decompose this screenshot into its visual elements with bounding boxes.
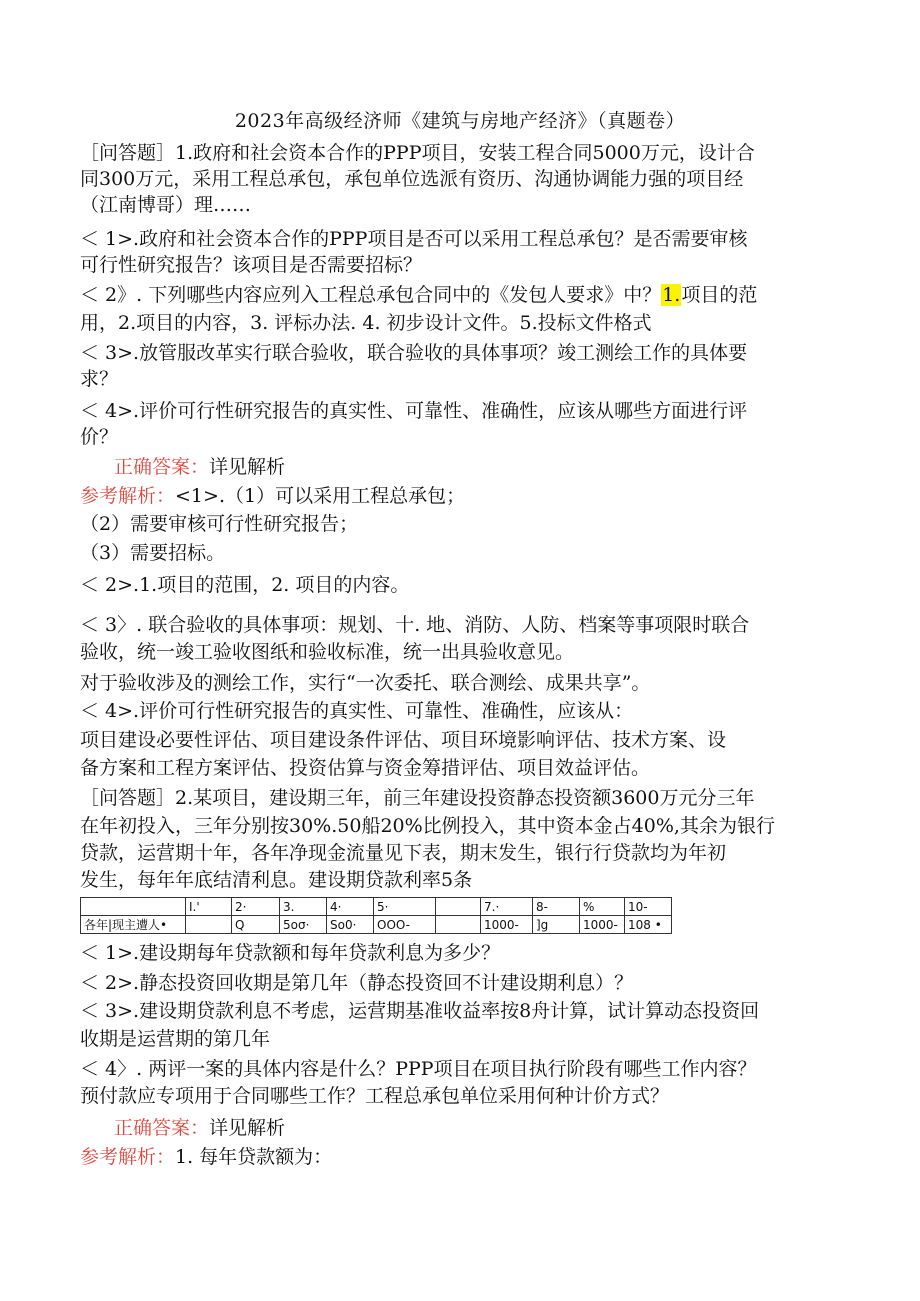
table-cell [436, 898, 481, 916]
table-cell: 2· [232, 898, 280, 916]
table-row [81, 898, 672, 916]
q1-sub2-line-1 [80, 282, 850, 308]
q2-answer [114, 1115, 884, 1141]
table-cell: Q [232, 916, 280, 934]
q2-sub3-line-2: 收期是运营期的第几年 [80, 1028, 271, 1050]
q1-sub3-line-2: 求？ [80, 368, 119, 390]
q1-sub1-line-1: ＜ 1>.政府和社会资本合作的PPP项目是否可以采用工程总承包？是否需要审核 [80, 228, 748, 250]
table-cell: 1000- [481, 916, 533, 934]
reference-text: <1>.（1）可以采用工程总承包； [175, 485, 466, 507]
q2-sub3-line-1: ＜ 3>.建设期贷款利息不考虑，运营期基准收益率按8舟计算，试计算动态投资回 [80, 1000, 760, 1022]
q1-sub3-line-1: ＜ 3>.放管服改革实行联合验收，联合验收的具体事项？竣工测绘工作的具体要 [80, 342, 748, 364]
table-row [81, 916, 672, 934]
table-cell: 各年|现主遭人• [81, 916, 186, 934]
q2-sub2: ＜ 2>.静态投资回收期是第几年（静态投资回不计建设期利息）？ [80, 972, 634, 994]
table-cell [81, 898, 186, 916]
q2-stem-line-3: 贷款，运营期十年，各年净现金流量见下表，期末发生，银行行贷款均为年初 [80, 842, 727, 864]
page-title: 2023年高级经济师《建筑与房地产经济》（真题卷） [234, 110, 686, 132]
q1-sub4-line-1: ＜ 4>.评价可行性研究报告的真实性、可靠性、准确性，应该从哪些方面进行评 [80, 400, 748, 422]
table-cell: I.' [186, 898, 232, 916]
table-cell: OOO- [374, 916, 436, 934]
q1-answer [114, 454, 884, 480]
table-cell: 8- [533, 898, 580, 916]
q2-stem-line-1: ［问答题］2.某项目，建设期三年，前三年建设投资静态投资额3600万元分三年 [80, 787, 755, 809]
q1-stem-line-3: （江南博哥）理…… [80, 194, 252, 216]
q1-reference-line-5: ＜ 3〉. 联合验收的具体事项：规划、十. 地、消防、人防、档案等事项限时联合 [80, 614, 750, 636]
q2-sub1: ＜ 1>.建设期每年贷款额和每年贷款利息为多少？ [80, 942, 501, 964]
table-cell: 108 • [625, 916, 672, 934]
table-cell: 3. [280, 898, 327, 916]
q1-sub2-line-2: 用，2.项目的内容，3. 评标办法. 4. 初步设计文件。5.投标文件格式 [80, 312, 652, 334]
cash-flow-table [80, 897, 672, 934]
table-cell: % [580, 898, 625, 916]
table-cell: 4· [327, 898, 374, 916]
table-cell: So0· [327, 916, 374, 934]
table-cell [436, 916, 481, 934]
answer-label: 正确答案： [114, 456, 210, 478]
reference-label: 参考解析： [80, 1146, 176, 1168]
q2-reference-line-1 [80, 1144, 850, 1170]
q1-reference-line-6: 验收，统一竣工验收图纸和验收标准，统一出具验收意见。 [80, 641, 575, 663]
q1-reference-line-10: 备方案和工程方案评估、投资估算与资金筹措评估、项目效益评估。 [80, 757, 651, 779]
q1-reference-line-3: （3）需要招标。 [80, 542, 226, 564]
table-cell: 1000- [580, 916, 625, 934]
reference-label: 参考解析： [80, 485, 176, 507]
table-cell: 5· [374, 898, 436, 916]
answer-value: 详见解析 [209, 456, 286, 478]
answer-label: 正确答案： [114, 1117, 210, 1139]
q2-sub4-line-1: ＜ 4〉. 两评一案的具体内容是什么？PPP项目在项目执行阶段有哪些工作内容？ [80, 1058, 757, 1080]
q1-reference-line-4: ＜ 2>.1.项目的范围，2. 项目的内容。 [80, 574, 410, 596]
q1-sub1-line-2: 可行性研究报告？该项目是否需要招标？ [80, 254, 423, 276]
q1-reference-line-8: ＜ 4>.评价可行性研究报告的真实性、可靠性、准确性，应该从： [80, 700, 634, 722]
q1-reference-line-2: （2）需要审核可行性研究报告； [80, 513, 359, 535]
table-cell [186, 916, 232, 934]
q1-reference-line-7: 对于验收涉及的测绘工作，实行“一次委托、联合测绘、成果共享”。 [80, 672, 651, 694]
table-cell: 5oσ· [280, 916, 327, 934]
q1-reference-line-9: 项目建设必要性评估、项目建设条件评估、项目环境影响评估、技术方案、设 [80, 729, 727, 751]
q2-stem-line-2: 在年初投入，三年分别按30%.50船20%比例投入，其中资本金占40%,其余为银行 [80, 815, 775, 837]
q1-sub2-text: ＜ 2》. 下列哪些内容应列入工程总承包合同中的《发包人要求》中？ [80, 284, 662, 306]
table-cell: 7.· [481, 898, 533, 916]
reference-text: 1. 每年贷款额为： [175, 1146, 333, 1168]
q1-sub2-text-tail: 项目的范 [681, 284, 758, 306]
highlight-mark: 1. [662, 284, 681, 306]
answer-value: 详见解析 [209, 1117, 286, 1139]
q2-sub4-line-2: 预付款应专项用于合同哪些工作？工程总承包单位采用何种计价方式？ [80, 1085, 670, 1107]
q1-stem-line-2: 同300万元，采用工程总承包，承包单位选派有资历、沟通协调能力强的项目经 [80, 168, 744, 190]
q1-reference-line-1 [80, 483, 850, 509]
table-cell: ]g [533, 916, 580, 934]
q1-sub4-line-2: 价？ [80, 426, 119, 448]
q2-stem-line-4: 发生，每年年底结清利息。建设期贷款利率5条 [80, 869, 473, 891]
table-cell: 10- [625, 898, 672, 916]
q1-stem-line-1: ［问答题］1.政府和社会资本合作的PPP项目，安装工程合同5000万元，设计合 [80, 142, 755, 164]
